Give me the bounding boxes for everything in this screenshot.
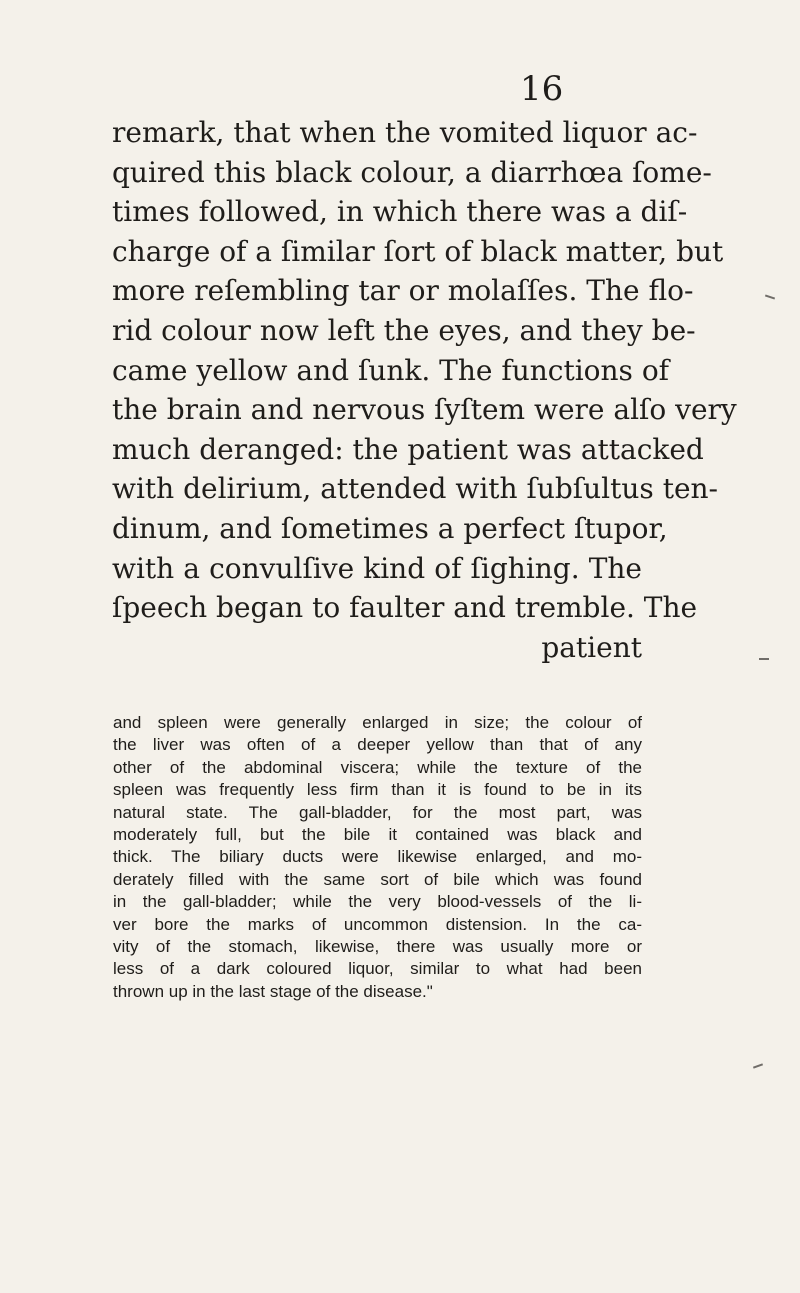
main-text-line: came yellow and ſunk. The functions of xyxy=(112,353,670,387)
footnote-line: thrown up in the last stage of the disease." xyxy=(113,981,433,1001)
main-text-line: with a convulſive kind of ſighing. The xyxy=(112,551,642,585)
footnote-line: spleen was frequently less firm than it is found to be in its xyxy=(113,780,642,800)
footnote-line: and spleen were generally enlarged in size; the colour of xyxy=(113,713,642,732)
footnote-line: derately filled with the same sort of bile which was found xyxy=(113,869,642,889)
footnote-line: other of the abdominal viscera; while the texture of the xyxy=(113,757,642,777)
margin-mark xyxy=(759,658,769,660)
main-text-line: the brain and nervous ſyſtem were alſo very xyxy=(112,393,737,427)
margin-mark xyxy=(753,1063,763,1068)
footnote-line: natural state. The gall-bladder, for the most part, was xyxy=(113,802,642,822)
catchword: patient xyxy=(541,630,642,664)
footnote-line: thick. The biliary ducts were likewise enlarged, and mo- xyxy=(113,847,642,867)
footnote xyxy=(113,712,642,1003)
main-text-line: quired this black colour, a diarrhœa ſome- xyxy=(112,155,712,189)
page-number: 16 xyxy=(520,69,564,109)
main-text-line: times followed, in which there was a diſ- xyxy=(112,195,688,229)
main-text-line: dinum, and ſometimes a perfect ſtupor, xyxy=(112,511,668,545)
footnote-line: in the gall-bladder; while the very blood-vessels of the li- xyxy=(113,892,642,912)
main-text-line: much deranged: the patient was attacked xyxy=(112,432,704,466)
footnote-line: ver bore the marks of uncommon distension. In the ca- xyxy=(113,914,642,934)
footnote-line: vity of the stomach, likewise, there was usually more or xyxy=(113,936,642,956)
main-text-line: ſpeech began to faulter and tremble. The xyxy=(112,591,698,625)
main-text-line: more reſembling tar or molaſſes. The flo- xyxy=(112,274,694,308)
main-text-line: rid colour now left the eyes, and they be- xyxy=(112,313,696,347)
footnote-line: moderately full, but the bile it contained was black and xyxy=(113,824,642,844)
main-text-line: with delirium, attended with ſubſultus ten- xyxy=(112,472,719,506)
main-text-line: charge of a ſimilar ſort of black matter, but xyxy=(112,234,724,268)
footnote-line: the liver was often of a deeper yellow than that of any xyxy=(113,735,642,755)
margin-mark xyxy=(765,295,775,300)
main-text xyxy=(112,113,737,667)
main-text-line: remark, that when the vomited liquor ac- xyxy=(112,116,698,149)
footnote-line: less of a dark coloured liquor, similar to what had been xyxy=(113,959,642,979)
